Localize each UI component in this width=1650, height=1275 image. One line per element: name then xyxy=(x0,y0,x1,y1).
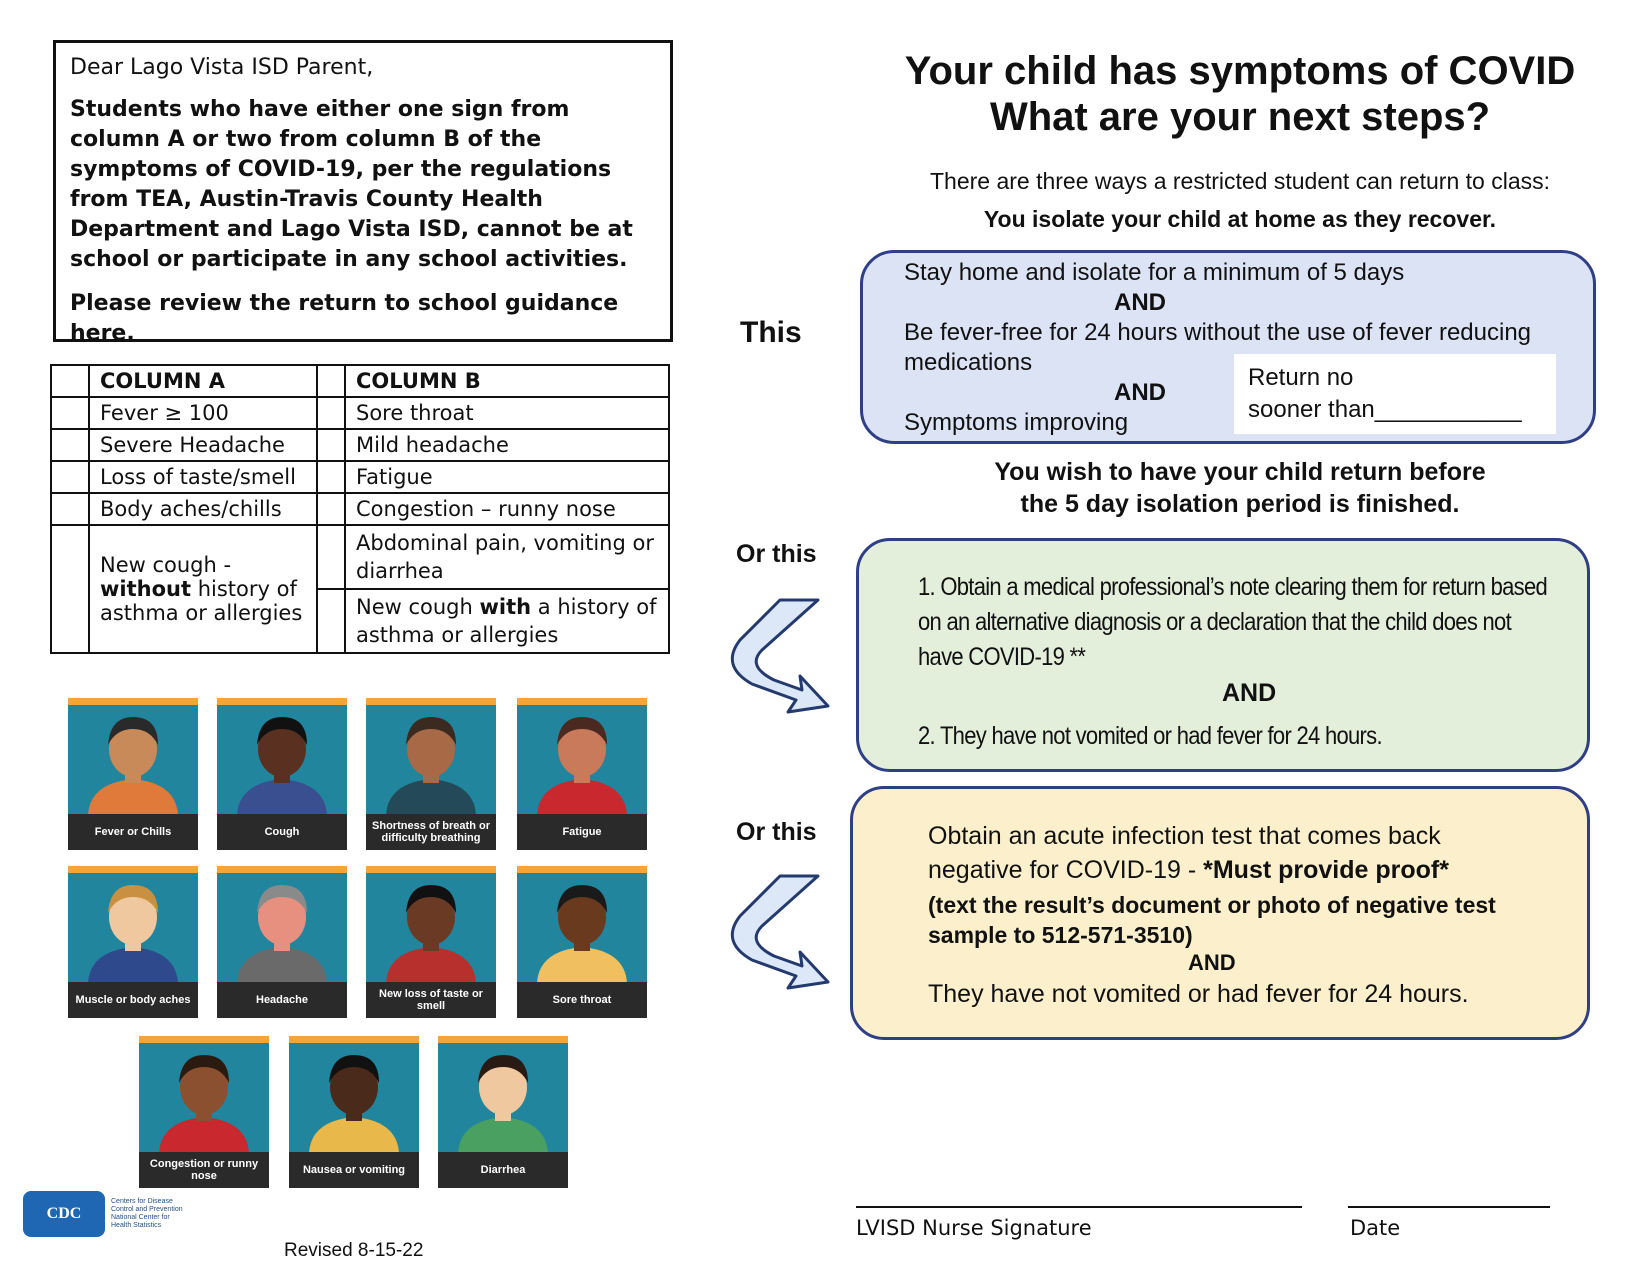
option2-heading-line2: the 5 day isolation period is finished. xyxy=(1020,490,1460,518)
tile-caption: Fever or Chills xyxy=(68,814,198,850)
tile-accent-bar xyxy=(366,698,496,705)
cdc-agency-text: Centers for Disease Control and Prevention National Center for Health Statistics xyxy=(111,1198,183,1229)
tile-caption: Cough xyxy=(217,814,347,850)
checkbox-cell[interactable] xyxy=(51,397,89,429)
lead-text: There are three ways a restricted student can return to class: xyxy=(929,168,1550,194)
diarrhea-tile xyxy=(438,1036,568,1188)
letter-review-note: Please review the return to school guidance here. xyxy=(70,291,619,346)
fever-chills-tile xyxy=(68,698,198,850)
option2-item1: 1. Obtain a medical professional’s note clearing them for return based on an alternative diagnosis or a declaration that the child does not have COVID-19 ** xyxy=(918,573,1548,671)
column-a-cough-cell xyxy=(89,525,317,653)
symptom-table xyxy=(50,364,670,654)
option3-line1: Obtain an acute infection test that comes back xyxy=(928,822,1441,850)
arrow-icon xyxy=(718,872,830,992)
tile-caption: Sore throat xyxy=(517,982,647,1018)
return-line1: Return no xyxy=(1248,364,1354,391)
cough-a-bold: without xyxy=(100,577,192,601)
page-title xyxy=(880,48,1600,140)
cough-b-prefix: New cough xyxy=(356,595,480,619)
sore-throat-tile xyxy=(517,866,647,1018)
tile-accent-bar xyxy=(438,1036,568,1043)
tile-caption: Fatigue xyxy=(517,814,647,850)
option2-and: AND xyxy=(1222,679,1277,707)
congestion-tile xyxy=(139,1036,269,1188)
return-line2: sooner than___________ xyxy=(1248,396,1522,423)
tile-accent-bar xyxy=(68,698,198,705)
checkbox-cell[interactable] xyxy=(51,461,89,493)
cdc-logo xyxy=(23,1191,105,1237)
symptom-illustration-icon xyxy=(289,1043,419,1153)
column-a-cell: Severe Headache xyxy=(89,429,317,461)
title-line-1: Your child has symptoms of COVID xyxy=(904,49,1576,93)
option3-and: AND xyxy=(1188,950,1236,975)
tile-caption: Headache xyxy=(217,982,347,1018)
tile-accent-bar xyxy=(68,866,198,873)
body-aches-tile xyxy=(68,866,198,1018)
table-row xyxy=(51,397,669,429)
symptom-illustration-icon xyxy=(139,1043,269,1153)
option1-line1: Stay home and isolate for a minimum of 5 days xyxy=(904,259,1405,286)
checkbox-cell[interactable] xyxy=(317,589,345,653)
checkbox-cell[interactable] xyxy=(51,429,89,461)
checkbox-cell[interactable] xyxy=(317,461,345,493)
table-row xyxy=(51,525,669,589)
tile-accent-bar xyxy=(517,698,647,705)
checkbox-cell[interactable] xyxy=(51,493,89,525)
tile-caption: New loss of taste or smell xyxy=(366,982,496,1018)
symptom-illustration-icon xyxy=(68,873,198,983)
tile-accent-bar xyxy=(517,866,647,873)
revised-date: Revised 8-15-22 xyxy=(284,1240,424,1261)
table-row xyxy=(51,493,669,525)
checkbox-cell[interactable] xyxy=(317,493,345,525)
letter-salutation: Dear Lago Vista ISD Parent, xyxy=(70,55,374,80)
option3-line2-prefix: negative for COVID-19 - xyxy=(928,856,1204,884)
column-a-cell: Loss of taste/smell xyxy=(89,461,317,493)
column-b-cell: Abdominal pain, vomiting or diarrhea xyxy=(345,525,669,589)
option1-line2: Be fever-free for 24 hours without the use of fever reducing medications xyxy=(904,319,1532,376)
date-label: Date xyxy=(1350,1216,1401,1240)
column-a-cell: Body aches/chills xyxy=(89,493,317,525)
tile-caption: Congestion or runny nose xyxy=(139,1152,269,1188)
column-b-cell: Congestion – runny nose xyxy=(345,493,669,525)
cough-b-bold: with xyxy=(479,595,532,619)
option2-label: Or this xyxy=(736,540,817,568)
option3-line2 xyxy=(928,856,1449,885)
checkbox-cell[interactable] xyxy=(51,525,89,653)
column-a-header: COLUMN A xyxy=(89,365,317,397)
symptom-illustration-icon xyxy=(217,873,347,983)
option1-heading: You isolate your child at home as they recover. xyxy=(983,206,1497,232)
title-line-2: What are your next steps? xyxy=(989,95,1491,139)
option2-item2: 2. They have not vomited or had fever for 24 hours. xyxy=(918,722,1382,750)
column-b-cell: Sore throat xyxy=(345,397,669,429)
symptom-illustration-icon xyxy=(217,705,347,815)
option3-line4: They have not vomited or had fever for 24 hours. xyxy=(928,980,1469,1008)
option1-label: This xyxy=(740,316,802,349)
symptom-illustration-icon xyxy=(438,1043,568,1153)
option1-line3: Symptoms improving xyxy=(904,409,1129,436)
symptom-illustration-icon xyxy=(517,705,647,815)
table-header-row xyxy=(51,365,669,397)
checkbox-cell[interactable] xyxy=(317,429,345,461)
nurse-signature-line[interactable] xyxy=(856,1206,1302,1208)
tile-accent-bar xyxy=(366,866,496,873)
tile-accent-bar xyxy=(139,1036,269,1043)
option3-line2-bold: *Must provide proof* xyxy=(1203,856,1449,884)
date-line[interactable] xyxy=(1348,1206,1550,1208)
symptom-illustration-icon xyxy=(366,705,496,815)
nausea-vomiting-tile xyxy=(289,1036,419,1188)
symptom-illustration-icon xyxy=(366,873,496,983)
column-b-cell: Mild headache xyxy=(345,429,669,461)
cough-a-prefix: New cough - xyxy=(100,553,232,577)
loss-of-taste-smell-tile xyxy=(366,866,496,1018)
column-b-cell: Fatigue xyxy=(345,461,669,493)
option2-heading xyxy=(880,456,1600,520)
headache-tile xyxy=(217,866,347,1018)
table-row xyxy=(51,461,669,493)
checkbox-cell[interactable] xyxy=(317,397,345,429)
symptom-illustration-icon xyxy=(517,873,647,983)
fatigue-tile xyxy=(517,698,647,850)
table-row xyxy=(51,429,669,461)
parent-letter xyxy=(53,40,673,346)
tile-caption: Nausea or vomiting xyxy=(289,1152,419,1188)
checkbox-cell[interactable] xyxy=(51,365,89,397)
column-b-cough-cell xyxy=(345,589,669,653)
tile-accent-bar xyxy=(217,866,347,873)
column-b-header: COLUMN B xyxy=(345,365,669,397)
arrow-icon xyxy=(718,596,830,716)
checkbox-cell[interactable] xyxy=(317,525,345,589)
tile-caption: Shortness of breath or difficulty breathing xyxy=(366,814,496,850)
cough-tile xyxy=(217,698,347,850)
nurse-signature-label: LVISD Nurse Signature xyxy=(856,1216,1092,1240)
letter-body: Students who have either one sign from column A or two from column B of the symptoms of COVID-19, per the regulations from TEA, Austin-Travis County Health Department and Lago Vista ISD, cannot be at school or participate in any school activities. xyxy=(70,97,633,272)
cdc-logo-text: CDC xyxy=(46,1205,82,1222)
tile-caption: Diarrhea xyxy=(438,1152,568,1188)
symptom-illustration-icon xyxy=(68,705,198,815)
column-a-cell: Fever ≥ 100 xyxy=(89,397,317,429)
shortness-of-breath-tile xyxy=(366,698,496,850)
tile-caption: Muscle or body aches xyxy=(68,982,198,1018)
return-date-box[interactable] xyxy=(1234,354,1556,434)
cough-b-suffix: a history of asthma or allergies xyxy=(356,595,657,647)
option3-label: Or this xyxy=(736,818,817,846)
option1-and2: AND xyxy=(1114,379,1166,406)
option2-heading-line1: You wish to have your child return before xyxy=(994,458,1486,486)
tile-accent-bar xyxy=(289,1036,419,1043)
cough-a-suffix: history of asthma or allergies xyxy=(100,577,303,625)
checkbox-cell[interactable] xyxy=(317,365,345,397)
option3-line3: (text the result’s document or photo of negative test sample to 512-571-3510) xyxy=(928,892,1496,948)
tile-accent-bar xyxy=(217,698,347,705)
option1-and1: AND xyxy=(1114,289,1166,316)
